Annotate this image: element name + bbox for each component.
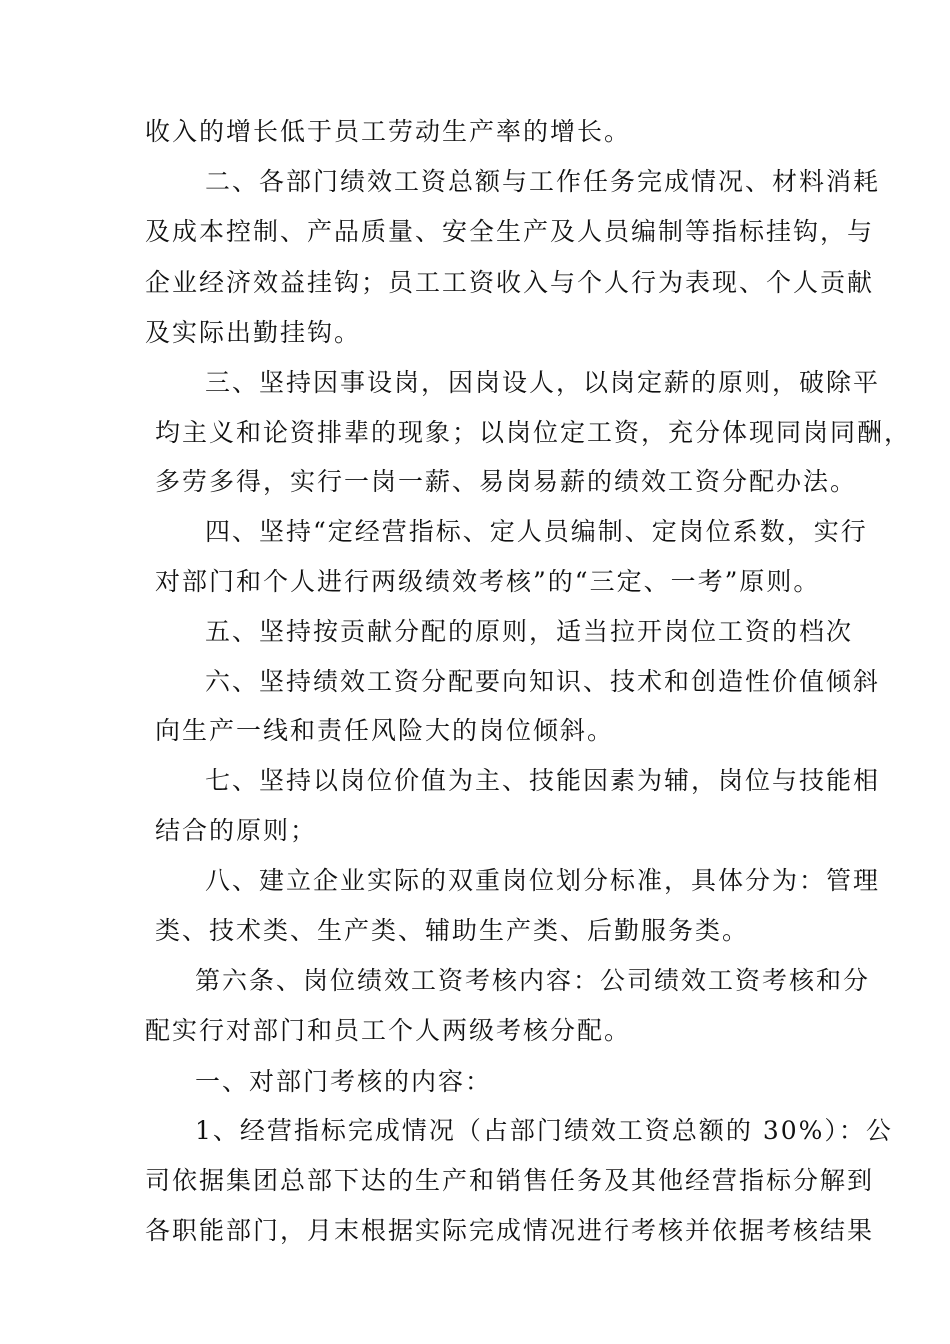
text-line: 八、建立企业实际的双重岗位划分标准，具体分为：管理 bbox=[205, 866, 881, 895]
text-line: 及实际出勤挂钩。 bbox=[145, 318, 362, 347]
text-line: 第六条、岗位绩效工资考核内容：公司绩效工资考核和分 bbox=[195, 966, 871, 995]
text-line: 多劳多得，实行一岗一薪、易岗易薪的绩效工资分配办法。 bbox=[155, 467, 858, 496]
text-line: 七、坚持以岗位价值为主、技能因素为辅，岗位与技能相 bbox=[205, 766, 881, 795]
text-line: 均主义和论资排辈的现象；以岗位定工资，充分体现同岗同酬， bbox=[155, 418, 912, 447]
text-line: 类、技术类、生产类、辅助生产类、后勤服务类。 bbox=[155, 916, 750, 945]
text-line: 二、各部门绩效工资总额与工作任务完成情况、材料消耗 bbox=[205, 167, 881, 196]
text-line: 1、经营指标完成情况（占部门绩效工资总额的 30%）：公 bbox=[195, 1116, 893, 1145]
text-line: 各职能部门，月末根据实际完成情况进行考核并依据考核结果 bbox=[145, 1216, 875, 1245]
text-line: 企业经济效益挂钩；员工工资收入与个人行为表现、个人贡献 bbox=[145, 268, 875, 297]
text-line: 对部门和个人进行两级绩效考核”的“三定、一考”原则。 bbox=[155, 567, 821, 596]
text-line: 五、坚持按贡献分配的原则，适当拉开岗位工资的档次 bbox=[205, 617, 854, 646]
text-line: 一、对部门考核的内容： bbox=[195, 1067, 493, 1096]
text-line: 四、坚持“定经营指标、定人员编制、定岗位系数，实行 bbox=[205, 517, 868, 546]
text-line: 收入的增长低于员工劳动生产率的增长。 bbox=[145, 117, 632, 146]
text-line: 结合的原则； bbox=[155, 816, 318, 845]
text-line: 三、坚持因事设岗，因岗设人，以岗定薪的原则，破除平 bbox=[205, 368, 881, 397]
text-line: 六、坚持绩效工资分配要向知识、技术和创造性价值倾斜 bbox=[205, 667, 881, 696]
text-line: 向生产一线和责任风险大的岗位倾斜。 bbox=[155, 716, 615, 745]
text-line: 司依据集团总部下达的生产和销售任务及其他经营指标分解到 bbox=[145, 1166, 875, 1195]
text-line: 配实行对部门和员工个人两级考核分配。 bbox=[145, 1016, 632, 1045]
text-line: 及成本控制、产品质量、安全生产及人员编制等指标挂钩，与 bbox=[145, 217, 875, 246]
